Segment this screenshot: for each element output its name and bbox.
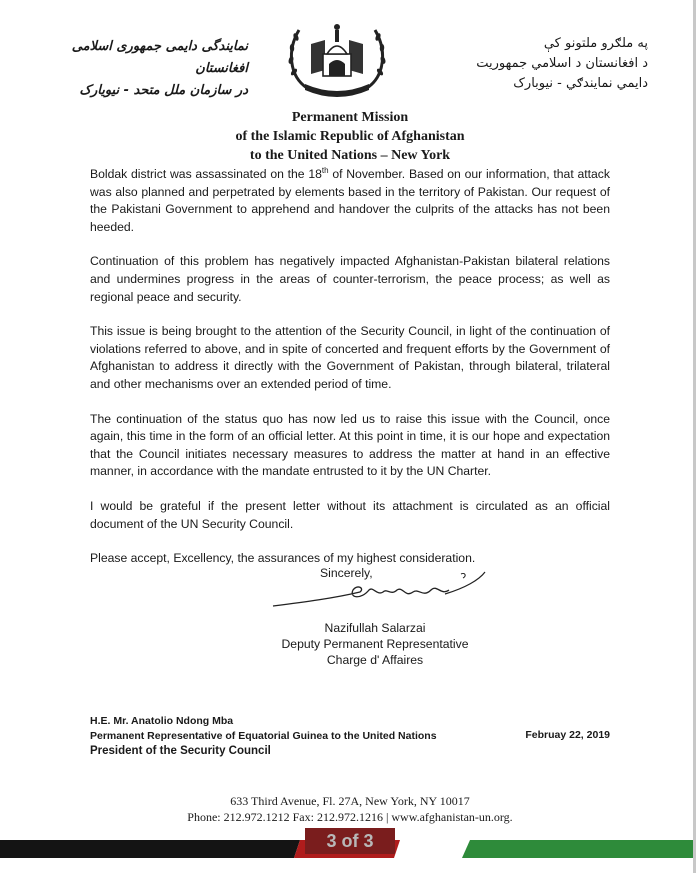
addressee-line-3: President of the Security Council bbox=[90, 745, 271, 757]
signer-name: Nazifullah Salarzai bbox=[324, 621, 426, 635]
addressee-block bbox=[90, 714, 510, 759]
paragraph-3: This issue is being brought to the attention of the Security Council, in light of the continuation of violations referred to above, and in spite of concerted and frequent efforts by the Government of Afghanistan to address it directly with the Government of Pakistan, through bilateral, trilateral and other mechanisms over an extended period of time. bbox=[90, 324, 610, 391]
mission-line-3: to the United Nations – New York bbox=[249, 148, 451, 163]
sincerely-text: Sincerely, bbox=[320, 566, 373, 580]
page-indicator-badge: 3 of 3 bbox=[305, 828, 395, 854]
signer-title-1: Deputy Permanent Representative bbox=[281, 637, 469, 651]
mission-title bbox=[150, 108, 550, 165]
paragraph-2: Continuation of this problem has negatively impacted Afghanistan-Pakistan bilateral relations and undermines progress in the areas of counter-terrorism, the peace process; as well as regional peace and security. bbox=[90, 254, 610, 304]
signer-block bbox=[255, 620, 495, 668]
footer bbox=[90, 793, 610, 825]
footer-address: 633 Third Avenue, Fl. 27A, New York, NY 10017 bbox=[230, 794, 470, 808]
dari-line-1: نمایندگی دایمی جمهوری اسلامی افغانستان bbox=[71, 39, 248, 76]
mission-line-2: of the Islamic Republic of Afghanistan bbox=[235, 129, 465, 144]
pashto-letterhead bbox=[418, 34, 648, 94]
dari-line-2: در سازمان ملل متحد - نیویارک bbox=[79, 83, 248, 98]
bar-black-segment bbox=[0, 840, 300, 858]
handwritten-signature-icon bbox=[265, 568, 495, 618]
addressee-line-2: Permanent Representative of Equatorial Guinea to the United Nations bbox=[90, 730, 437, 742]
pashto-line-3: دایمي نمایندګي - نیوبارک bbox=[513, 76, 648, 91]
signer-title-2: Charge d' Affaires bbox=[326, 653, 424, 667]
pashto-line-2: د افغانستان د اسلامي جمهوریت bbox=[476, 56, 648, 71]
afghanistan-emblem-icon bbox=[277, 10, 397, 102]
pashto-line-1: په ملګرو ملتونو کې bbox=[543, 36, 648, 51]
paragraph-6: Please accept, Excellency, the assurances of my highest consideration. bbox=[90, 551, 476, 566]
paragraph-4: The continuation of the status quo has now led us to raise this issue with the Council, once again, this time in the form of an official letter. At this point in time, it is our hope and expectation that the Council initiates necessary measures to address the matter at hand in an effective manner, in accordance with the mandate entrusted to it by the UN Charter. bbox=[90, 411, 610, 479]
paragraph-5: I would be grateful if the present letter without its attachment is circulated as an official document of the UN Security Council. bbox=[90, 498, 610, 531]
dari-letterhead bbox=[28, 36, 248, 102]
letter-date: Februay 22, 2019 bbox=[525, 729, 610, 741]
paragraph-1: Boldak district was assassinated on the 18th of November. Based on our information, that attack was also planned and perpetrated by elements based in the territory of Pakistan. Our request of the Pakistani Government to apprehend and handover the culprits of the attacks has not been heeded. bbox=[90, 165, 610, 234]
bar-green-segment bbox=[462, 840, 696, 858]
letter-body bbox=[90, 166, 610, 568]
footer-contact: Phone: 212.972.1212 Fax: 212.972.1216 | www.afghanistan-un.org. bbox=[187, 810, 513, 824]
addressee-line-1: H.E. Mr. Anatolio Ndong Mba bbox=[90, 715, 234, 727]
mission-line-1: Permanent Mission bbox=[291, 110, 409, 125]
